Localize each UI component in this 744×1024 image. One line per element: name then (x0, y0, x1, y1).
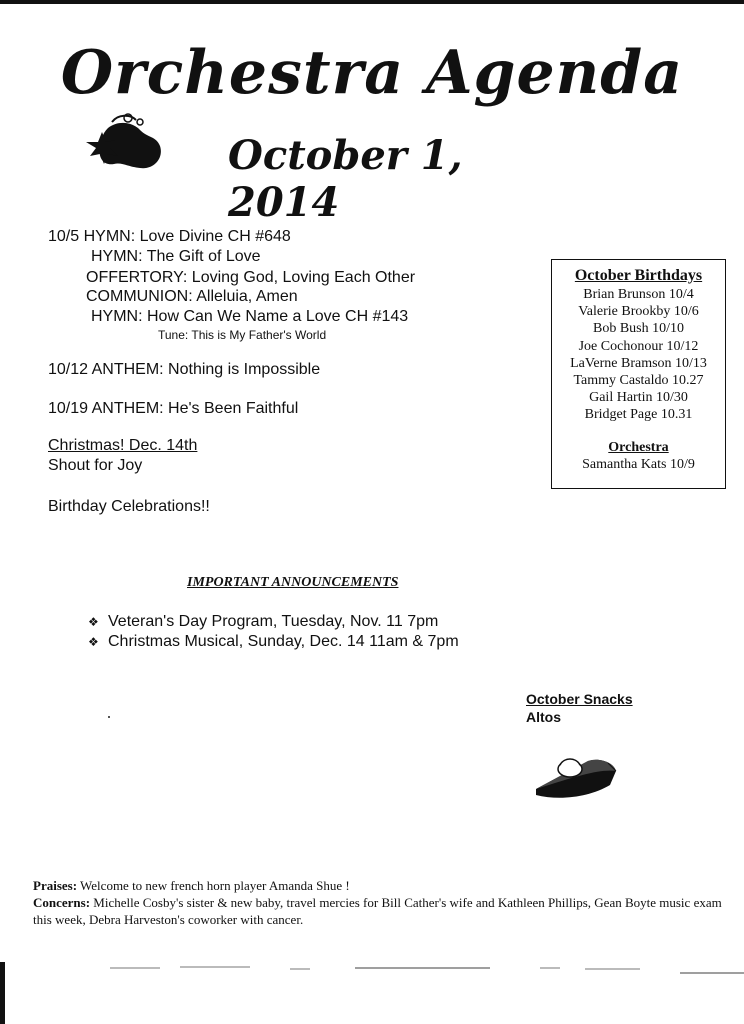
concerns-label: Concerns: (33, 895, 91, 910)
orchestra-birthday-entry: Samantha Kats 10/9 (582, 456, 695, 472)
birthday-entry: Brian Brunson 10/4 (583, 287, 694, 302)
top-border (0, 0, 744, 4)
praises-concerns (33, 877, 723, 928)
concerns-text: Michelle Cosby's sister & new baby, travel mercies for Bill Cather's wife and Kathleen Phillips, Gean Boyte music exam this week, Debra Harveston's coworker with cancer. (33, 895, 722, 927)
announcement-text: Christmas Musical, Sunday, Dec. 14 11am & 7pm (108, 633, 459, 650)
agenda-tune: Tune: This is My Father's World (158, 328, 327, 342)
agenda-line-1: 10/5 HYMN: Love Divine CH #648 (48, 228, 291, 245)
praises-label: Praises: (33, 878, 78, 893)
diamond-bullet-icon: ❖ (88, 635, 99, 649)
announcements-title: IMPORTANT ANNOUNCEMENTS (187, 575, 399, 590)
agenda-christmas: Christmas! Dec. 14th (48, 437, 198, 454)
page-title: Orchestra Agenda (60, 38, 684, 108)
agenda-line-2: HYMN: The Gift of Love (91, 248, 261, 265)
agenda-shout: Shout for Joy (48, 457, 143, 474)
diamond-bullet-icon: ❖ (88, 615, 99, 629)
concerns-line (33, 894, 723, 928)
birthday-entry: LaVerne Bramson 10/13 (570, 355, 707, 371)
birthday-entry: Bridget Page 10.31 (584, 407, 693, 423)
snacks-section (526, 690, 633, 726)
agenda-birthday-celebrations: Birthday Celebrations!! (48, 498, 210, 515)
agenda-line-3: OFFERTORY: Loving God, Loving Each Other (86, 269, 416, 286)
snacks-group: Altos (526, 709, 561, 725)
agenda-line-5: HYMN: How Can We Name a Love CH #143 (91, 308, 409, 325)
instrument-clipart-icon (78, 110, 168, 180)
pie-slice-icon (530, 745, 620, 803)
announcement-item (88, 612, 459, 632)
snacks-heading: October Snacks (526, 691, 633, 707)
announcement-text: Veteran's Day Program, Tuesday, Nov. 11 7pm (108, 613, 439, 630)
praises-text: Welcome to new french horn player Amanda Shue ! (77, 878, 350, 893)
praises-line (33, 877, 723, 894)
agenda-anthem-1019: 10/19 ANTHEM: He's Been Faithful (48, 400, 299, 417)
agenda-anthem-1012: 10/12 ANTHEM: Nothing is Impossible (48, 361, 321, 378)
birthday-entry: Gail Hartin 10/30 (589, 390, 688, 406)
birthday-entry: Joe Cochonour 10/12 (578, 338, 699, 354)
scan-artifact-lines (0, 960, 744, 980)
birthdays-box (551, 259, 726, 489)
announcements-list (88, 612, 459, 652)
agenda-date: October 1, 2014 (228, 132, 463, 226)
orchestra-heading: Orchestra (608, 439, 669, 455)
birthday-entry: Valerie Brookby 10/6 (578, 304, 699, 320)
birthday-entry: Bob Bush 10/10 (592, 321, 684, 337)
agenda-line-4: COMMUNION: Alleluia, Amen (86, 288, 298, 305)
birthdays-heading: October Birthdays (574, 267, 703, 284)
scan-speck (108, 716, 110, 718)
birthday-entry: Tammy Castaldo 10.27 (573, 373, 704, 389)
announcement-item (88, 632, 459, 652)
